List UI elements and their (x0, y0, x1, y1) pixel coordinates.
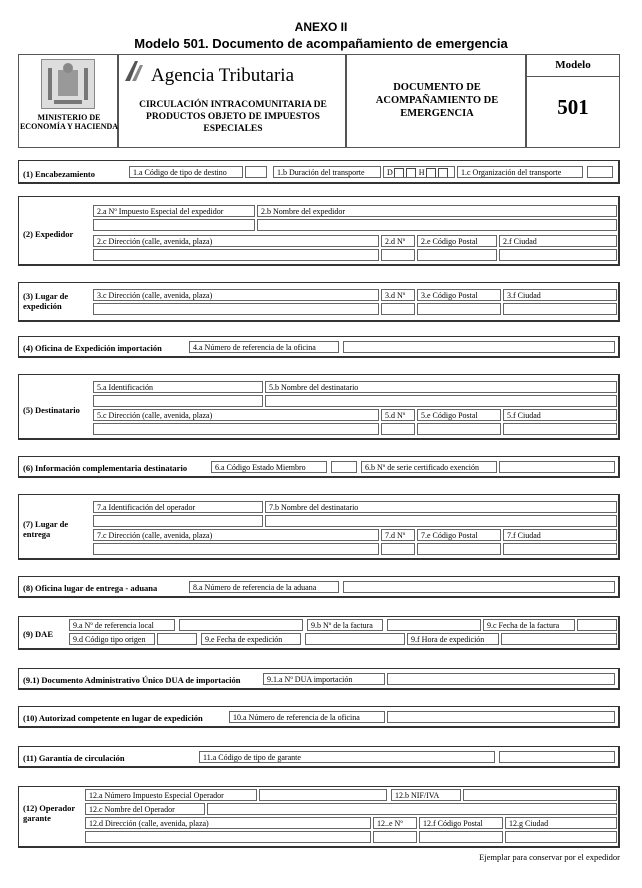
section-8 (18, 576, 620, 598)
field-2c-label: 2.c Dirección (calle, avenida, plaza) (93, 235, 379, 247)
section-12 (18, 786, 620, 848)
field-6a-label: 6.a Código Estado Miembro (211, 461, 327, 473)
coat-of-arms-seal (41, 59, 95, 109)
modelo-number: 501 (557, 95, 589, 119)
field-6a-input[interactable] (331, 461, 357, 473)
field-7a-input[interactable] (93, 515, 263, 527)
days-box-2[interactable] (406, 168, 416, 178)
field-2d-label: 2.d Nº (381, 235, 415, 247)
section-9-1 (18, 668, 620, 690)
field-5d-input[interactable] (381, 423, 415, 435)
field-7e-input[interactable] (417, 543, 501, 555)
section-4-title: (4) Oficina de Expedición importación (23, 343, 162, 353)
section-9-title: (9) DAE (23, 629, 53, 639)
field-5f-input[interactable] (503, 423, 617, 435)
field-3c-input[interactable] (93, 303, 379, 315)
field-10a-label: 10.a Número de referencia de la oficina (229, 711, 385, 723)
field-9d-label: 9.d Código tipo origen (69, 633, 155, 645)
agency-box (118, 54, 346, 148)
field-12d-label: 12.d Dirección (calle, avenida, plaza) (85, 817, 371, 829)
field-2b-label: 2.b Nombre del expedidor (257, 205, 617, 217)
modelo-label: Modelo (527, 55, 619, 77)
field-3f-label: 3.f Ciudad (503, 289, 617, 301)
field-12e-label: 12..e Nº (373, 817, 417, 829)
field-7c-input[interactable] (93, 543, 379, 555)
section-8-title: (8) Oficina lugar de entrega - aduana (23, 583, 158, 593)
hours-box-1[interactable] (426, 168, 436, 178)
field-1b-label: 1.b Duración del transporte (273, 166, 381, 178)
section-3 (18, 282, 620, 322)
field-7f-input[interactable] (503, 543, 617, 555)
modelo-box (526, 54, 620, 148)
field-5a-label: 5.a Identificación (93, 381, 263, 393)
section-5 (18, 374, 620, 440)
field-3c-label: 3.c Dirección (calle, avenida, plaza) (93, 289, 379, 301)
field-7f-label: 7.f Ciudad (503, 529, 617, 541)
field-1b-input[interactable] (383, 166, 455, 178)
field-6b-label: 6.b Nº de serie certificado exención (361, 461, 497, 473)
agency-logo-icon (123, 59, 147, 83)
field-7d-label: 7.d Nº (381, 529, 415, 541)
field-3f-input[interactable] (503, 303, 617, 315)
field-5c-label: 5.c Dirección (calle, avenida, plaza) (93, 409, 379, 421)
section-1 (18, 160, 620, 184)
field-12c-label: 12.c Nombre del Operador (85, 803, 205, 815)
section-6 (18, 456, 620, 478)
section-3-title: (3) Lugar de expedición (23, 291, 69, 311)
section-10-title: (10) Autorizad competente en lugar de expedición (23, 713, 203, 723)
field-2e-label: 2.e Código Postal (417, 235, 497, 247)
section-6-title: (6) Información complementaria destinatario (23, 463, 188, 473)
footer-note: Ejemplar para conservar por el expedidor (479, 852, 620, 862)
field-1c-input[interactable] (587, 166, 613, 178)
field-1a-input[interactable] (245, 166, 267, 178)
field-2b-input[interactable] (257, 219, 617, 231)
field-9b-input[interactable] (387, 619, 481, 631)
field-2c-input[interactable] (93, 249, 379, 261)
field-7d-input[interactable] (381, 543, 415, 555)
section-5-title: (5) Destinatario (23, 405, 80, 415)
field-2a-label: 2.a Nº Impuesto Especial del expedidor (93, 205, 255, 217)
section-2-title: (2) Expedidor (23, 229, 74, 239)
field-7a-label: 7.a Identificación del operador (93, 501, 263, 513)
field-5b-label: 5.b Nombre del destinatario (265, 381, 617, 393)
section-2 (18, 196, 620, 266)
field-5d-label: 5.d Nº (381, 409, 415, 421)
field-9a-label: 9.a Nº de referencia local (69, 619, 175, 631)
field-9d-input[interactable] (157, 633, 197, 645)
section-10 (18, 706, 620, 728)
field-5c-input[interactable] (93, 423, 379, 435)
field-8a-label: 8.a Número de referencia de la aduana (189, 581, 339, 593)
field-9f-input[interactable] (501, 633, 617, 645)
doc-type-box (346, 54, 526, 148)
section-7 (18, 494, 620, 560)
annex-title: ANEXO II (294, 20, 348, 34)
field-2d-input[interactable] (381, 249, 415, 261)
field-12c-input[interactable] (207, 803, 617, 815)
days-label: D (387, 168, 393, 177)
field-5a-input[interactable] (93, 395, 263, 407)
field-5f-label: 5.f Ciudad (503, 409, 617, 421)
document-type: DOCUMENTO DE ACOMPAÑAMIENTO DE EMERGENCIA (375, 82, 499, 119)
field-9c-input[interactable] (577, 619, 617, 631)
field-9e-input[interactable] (305, 633, 405, 645)
field-5e-input[interactable] (417, 423, 501, 435)
field-12f-label: 12.f Código Postal (419, 817, 503, 829)
field-12e-input[interactable] (373, 831, 417, 843)
field-8a-input[interactable] (343, 581, 615, 593)
field-9f-label: 9.f Hora de expedición (407, 633, 499, 645)
section-11 (18, 746, 620, 768)
days-box-1[interactable] (394, 168, 404, 178)
field-9a-input[interactable] (179, 619, 303, 631)
field-10a-input[interactable] (387, 711, 615, 723)
field-12b-input[interactable] (463, 789, 617, 801)
field-1a-label: 1.a Código de tipo de destino (129, 166, 243, 178)
circulation-text: CIRCULACIÓN INTRACOMUNITARIA DE PRODUCTOS OBJETO DE IMPUESTOS ESPECIALES (139, 100, 327, 134)
section-9-1-title: (9.1) Documento Administrativo Único DUA de importación (23, 675, 241, 685)
field-7e-label: 7.e Código Postal (417, 529, 501, 541)
field-1c-label: 1.c Organización del transporte (457, 166, 583, 178)
field-2e-input[interactable] (417, 249, 497, 261)
section-12-title: (12) Operador garante (23, 803, 76, 823)
field-12a-input[interactable] (259, 789, 387, 801)
ministry-name: MINISTERIO DE ECONOMÍA Y HACIENDA (19, 113, 119, 131)
model-title: Modelo 501. Documento de acompañamiento de emergencia (134, 36, 508, 51)
field-9e-label: 9.e Fecha de expedición (201, 633, 301, 645)
field-3d-label: 3.d Nº (381, 289, 415, 301)
field-2f-label: 2.f Ciudad (499, 235, 617, 247)
field-3e-input[interactable] (417, 303, 501, 315)
field-2f-input[interactable] (499, 249, 617, 261)
agency-name: Agencia Tributaria (151, 65, 295, 86)
field-9c-label: 9.c Fecha de la factura (483, 619, 575, 631)
field-4a-label: 4.a Número de referencia de la oficina (189, 341, 339, 353)
field-12a-label: 12.a Número Impuesto Especial Operador (85, 789, 257, 801)
field-12f-input[interactable] (419, 831, 503, 843)
field-11a-input[interactable] (499, 751, 615, 763)
field-7b-label: 7.b Nombre del destinatario (265, 501, 617, 513)
field-5e-label: 5.e Código Postal (417, 409, 501, 421)
field-3e-label: 3.e Código Postal (417, 289, 501, 301)
section-11-title: (11) Garantía de circulación (23, 753, 125, 763)
field-12b-label: 12.b NIF/IVA (391, 789, 461, 801)
field-9-1a-label: 9.1.a Nº DUA importación (263, 673, 385, 685)
field-11a-label: 11.a Código de tipo de garante (199, 751, 495, 763)
field-7b-input[interactable] (265, 515, 617, 527)
field-5b-input[interactable] (265, 395, 617, 407)
field-7c-label: 7.c Dirección (calle, avenida, plaza) (93, 529, 379, 541)
field-12g-input[interactable] (505, 831, 617, 843)
field-6b-input[interactable] (499, 461, 615, 473)
field-12g-label: 12.g Ciudad (505, 817, 617, 829)
section-1-title: (1) Encabezamiento (23, 169, 96, 179)
section-4 (18, 336, 620, 358)
field-4a-input[interactable] (343, 341, 615, 353)
field-2a-input[interactable] (93, 219, 255, 231)
field-12d-input[interactable] (85, 831, 371, 843)
field-9b-label: 9.b Nº de la factura (307, 619, 383, 631)
field-9-1a-input[interactable] (387, 673, 615, 685)
section-7-title: (7) Lugar de entrega (23, 519, 69, 539)
section-9 (18, 616, 620, 650)
hours-label: H (418, 168, 425, 177)
ministry-box (18, 54, 118, 148)
hours-box-2[interactable] (438, 168, 448, 178)
field-3d-input[interactable] (381, 303, 415, 315)
